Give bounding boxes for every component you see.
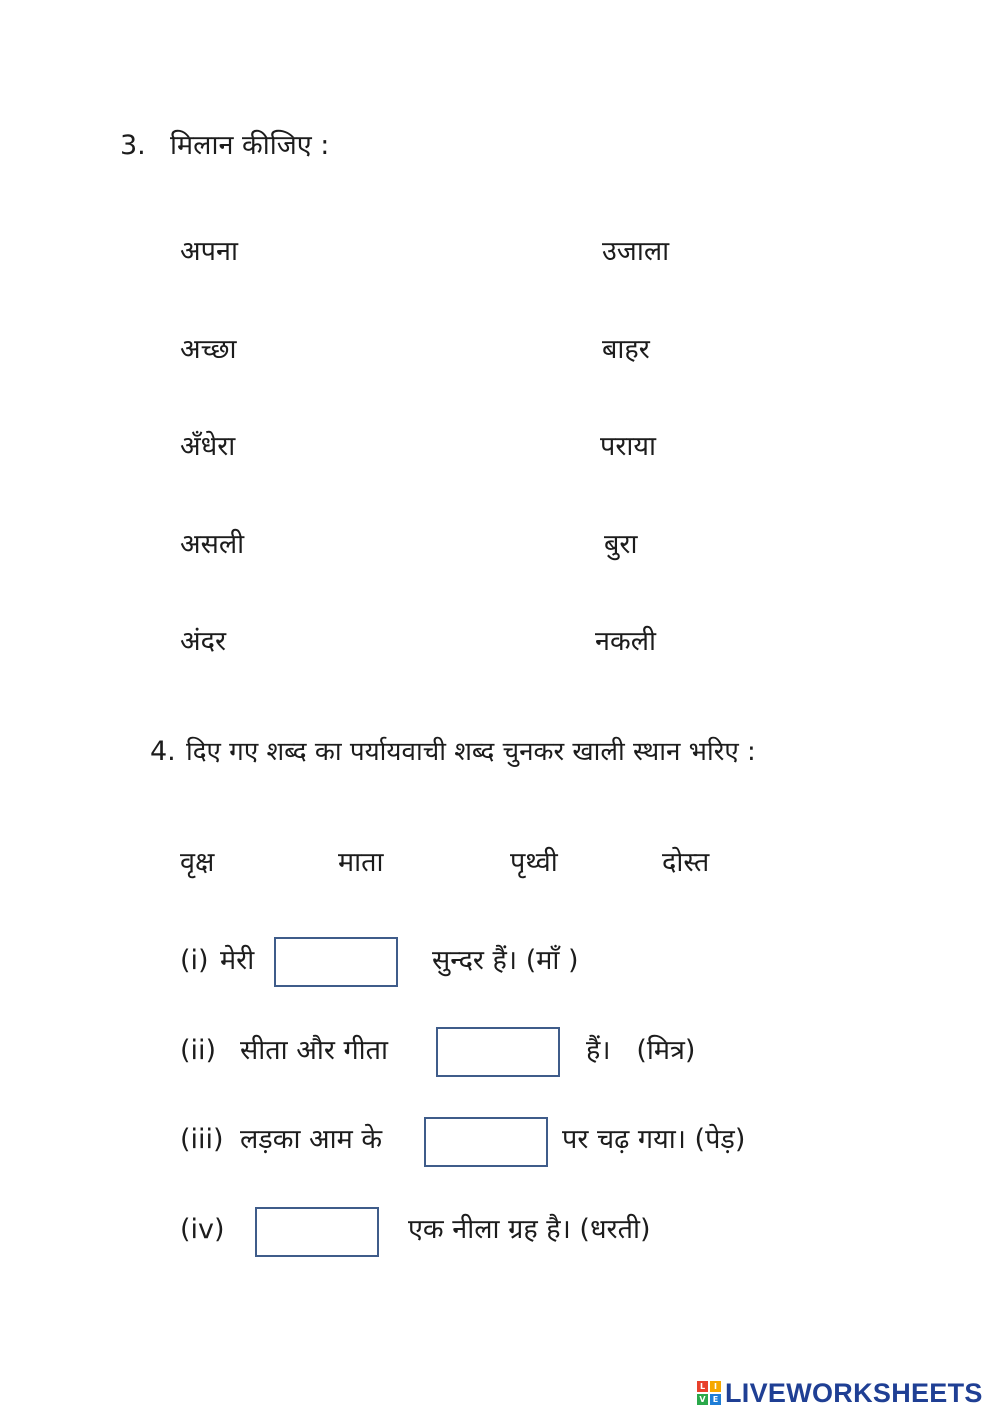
section3-title: मिलान कीजिए : (170, 130, 330, 161)
answer-box-1[interactable] (274, 937, 398, 987)
word-bank-item: माता (338, 847, 384, 878)
word-bank-item: वृक्ष (180, 847, 215, 878)
logo-letter: I (710, 1381, 721, 1392)
sentence-before: लड़का आम के (240, 1124, 383, 1155)
sentence-label: (iv) (180, 1214, 225, 1245)
sentence-after: एक नीला ग्रह है। (धरती) (408, 1214, 651, 1245)
match-right-word: बाहर (602, 334, 650, 365)
match-left-word: अपना (180, 236, 238, 267)
word-bank-item: दोस्त (662, 847, 710, 878)
logo-mark-icon (697, 1381, 721, 1405)
sentence-after: हैं। (मित्र) (586, 1035, 696, 1066)
brand-name: LIVEWORKSHEETS (725, 1377, 983, 1408)
liveworksheets-logo (697, 1376, 983, 1410)
sentence-label: (i) (180, 945, 209, 976)
match-left-word: अच्छा (180, 334, 237, 365)
logo-letter: V (697, 1394, 708, 1405)
answer-box-3[interactable] (424, 1117, 548, 1167)
sentence-before: मेरी (220, 945, 255, 976)
sentence-after: सुन्दर हैं। (माँ ) (432, 945, 579, 976)
sentence-after: पर चढ़ गया। (पेड़) (562, 1124, 746, 1155)
answer-box-2[interactable] (436, 1027, 560, 1077)
match-right-word: नकली (595, 626, 657, 657)
match-right-word: उजाला (602, 236, 670, 267)
match-left-word: अंदर (180, 626, 227, 657)
logo-letter: L (697, 1381, 708, 1392)
answer-box-4[interactable] (255, 1207, 379, 1257)
match-left-word: अँधेरा (180, 431, 236, 462)
match-left-word: असली (180, 529, 245, 560)
sentence-label: (ii) (180, 1035, 217, 1066)
sentence-label: (iii) (180, 1124, 224, 1155)
logo-letter: E (710, 1394, 721, 1405)
section4-number: 4. (150, 736, 176, 767)
word-bank-item: पृथ्वी (510, 847, 558, 878)
match-right-word: पराया (600, 431, 657, 462)
section4-title: दिए गए शब्द का पर्यायवाची शब्द चुनकर खाली स्थान भरिए : (186, 737, 756, 767)
match-right-word: बुरा (604, 529, 638, 560)
sentence-before: सीता और गीता (240, 1035, 389, 1066)
section3-number: 3. (120, 130, 146, 161)
